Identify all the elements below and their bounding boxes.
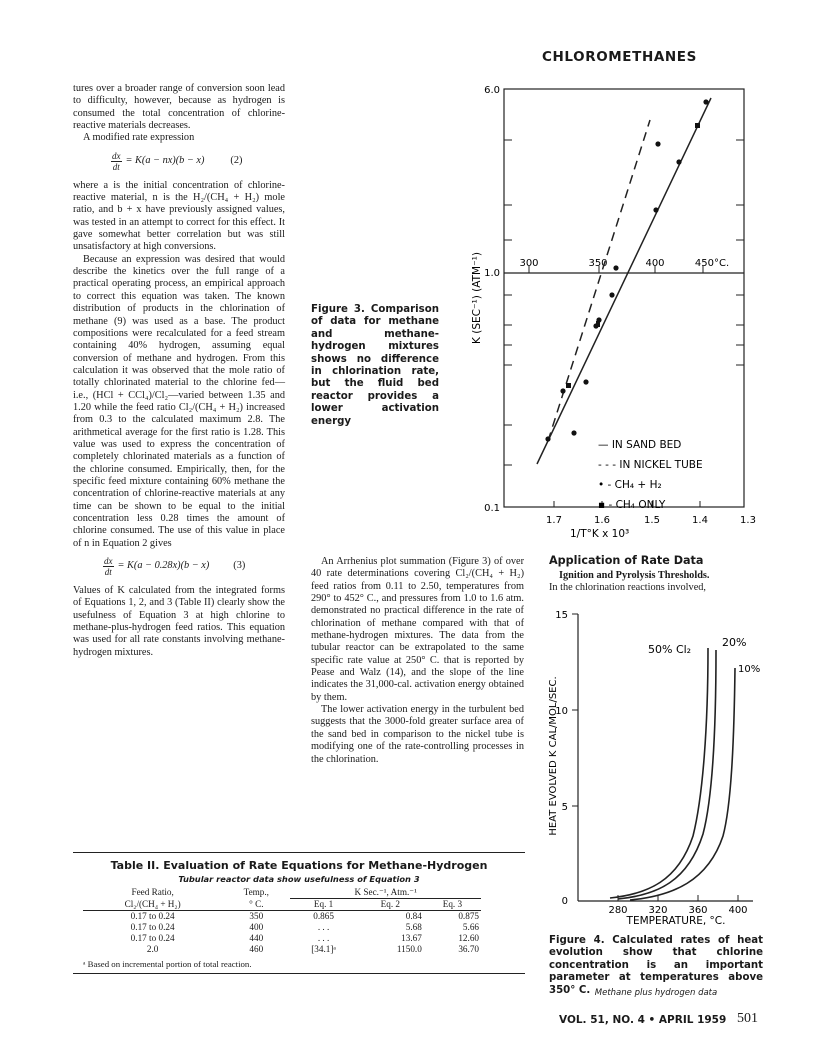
legend bbox=[598, 439, 703, 511]
curve-10pct bbox=[630, 668, 735, 900]
running-title: CHLOROMETHANES bbox=[542, 49, 697, 65]
col-head: Eq. 3 bbox=[424, 899, 481, 911]
y-axis-title: HEAT EVOLVED K CAL/MOL/SEC. bbox=[548, 676, 559, 836]
x-tick-label: 400 bbox=[728, 905, 748, 916]
col-head: Eq. 1 bbox=[290, 899, 357, 911]
data-point bbox=[571, 430, 576, 435]
col-head: Temp., bbox=[243, 887, 269, 898]
y-tick-label: 0.1 bbox=[484, 503, 500, 514]
y-tick-label: 0 bbox=[561, 896, 568, 907]
page-number: 501 bbox=[737, 1011, 758, 1026]
data-point bbox=[676, 159, 681, 164]
paragraph: Values of K calculated from the integrated forms of Equations 1, 2, and 3 (Table II) clearly show the usefulness of Equation 3 at high chlorine to methane-plus-hydrogen feed ratios. This equation was used for all rate constants involving methane-hydrogen mixtures. bbox=[73, 585, 285, 658]
table-row: 2.0 460 [34.1]ᵃ 1150.0 36.70 bbox=[146, 944, 479, 954]
figure-4-subcaption: Methane plus hydrogen data bbox=[594, 988, 718, 998]
y-axis-title: K (SEC⁻¹) (ATM⁻¹) bbox=[471, 252, 483, 344]
y-tick-label: 6.0 bbox=[484, 85, 500, 96]
x-tick-label: 280 bbox=[608, 905, 628, 916]
data-point bbox=[545, 436, 550, 441]
figure-3-chart bbox=[462, 80, 762, 540]
issue-info: VOL. 51, NO. 4 • APRIL 1959 bbox=[559, 1014, 727, 1026]
col-head: Cl₂/(CH₄ + H₂) bbox=[124, 898, 181, 909]
table-subtitle: Tubular reactor data show usefulness of Equation 3 bbox=[178, 874, 420, 884]
middle-column bbox=[311, 556, 524, 766]
paragraph: where a is the initial concentration of chlorine-reactive material, n is the H₂/(CH₄ + H₂) mole ratio, and b + x have previously assigned values, was tested in an attempt to correct for this effect. It gave somewhat better correlation but was still unsatisfactory at high conversions. bbox=[73, 179, 285, 253]
table-row: 0.17 to 0.24 440 . . . 13.67 12.60 bbox=[130, 933, 479, 943]
figure-4-chart bbox=[548, 606, 768, 926]
right-column-text bbox=[549, 570, 763, 595]
data-point-square bbox=[566, 383, 571, 388]
x-tick-label: 360 bbox=[688, 905, 708, 916]
table-title: Table II. Evaluation of Rate Equations for Methane-Hydrogen bbox=[110, 859, 488, 872]
temp-tick-label: 450°C. bbox=[694, 258, 730, 269]
data-point-square bbox=[695, 123, 700, 128]
figure-4-caption: Figure 4. Calculated rates of heat evolution show that chlorine concentration is an important parameter at temperatures above 350° C. bbox=[549, 935, 763, 996]
table-2 bbox=[73, 852, 525, 974]
x-tick-label: 1.6 bbox=[594, 515, 610, 526]
paragraph: In the chlorination reactions involved, bbox=[549, 582, 706, 594]
y-tick-label: 1.0 bbox=[484, 268, 500, 279]
left-column bbox=[73, 83, 285, 659]
data-point bbox=[583, 379, 588, 384]
curve-20pct bbox=[618, 650, 716, 899]
legend-entry: • - CH₄ + H₂ bbox=[598, 479, 662, 491]
equation-2: $\frac{dx}{dt}$ = K(a − nx)(b − x) (2) bbox=[112, 150, 243, 172]
data-point bbox=[655, 141, 660, 146]
table-row: 0.17 to 0.24 350 0.865 0.84 0.875 bbox=[130, 911, 479, 921]
paragraph: The lower activation energy in the turbulent bed suggests that the 3000-fold greater surface area of the sand bed in comparison to the nickel tube is modifying one of the rate-controlling processes in the chlorination. bbox=[311, 704, 524, 765]
x-tick-label: 1.4 bbox=[692, 515, 708, 526]
section-heading: Application of Rate Data bbox=[549, 554, 704, 567]
data-point-square bbox=[596, 321, 600, 327]
y-tick-label: 15 bbox=[555, 610, 568, 621]
data-point bbox=[613, 265, 618, 270]
x-axis-title: TEMPERATURE, °C. bbox=[626, 915, 726, 926]
legend-entry: ▪ - CH₄ ONLY bbox=[598, 499, 666, 511]
paragraph: tures over a broader range of conversion soon lead to difficulty, however, because as hydrogen is consumed the total concentration of chlorine-reactive materials decreases. bbox=[73, 83, 285, 132]
x-tick-label: 1.3 bbox=[740, 515, 756, 526]
paragraph: Because an expression was desired that would describe the kinetics over the full range of a practical operating process, an empirical approach to correct this equation was taken. The known distribution of products in the chlorination of methane (9) was used as a base. The product compositions were recalculated for a feed stream containing 40% hydrogen, assuming equal conversion of methane and hydrogen. From this calculation it was observed that the mole ratio of totally chlorinated material to the chlorine fed—i.e., (HCl + CCl₄)/Cl₂—varied between 1.35 and 1.20 while the feed ratio Cl₂/(CH₄ + H₂) increased from 0.3 to the calculated maximum 2.8. The arithmetical average for the first ratio is 1.28. This value was used to express the concentration of completely chlorinated materials as a function of the chlorine consumed. Empirically, then, for the specific feed mixture containing 60% methane the concentration of chlorine-reactive materials at any time can be shown to be equal to the initial concentration less 0.28 times the amount of chlorine consumed. The use of this value in place of n in Equation 2 gives bbox=[73, 253, 285, 549]
x-axis-title: 1/T°K x 10³ bbox=[570, 528, 630, 540]
col-head: Eq. 2 bbox=[357, 899, 424, 911]
y-tick-label: 5 bbox=[561, 802, 568, 813]
table-row: 0.17 to 0.24 400 . . . 5.68 5.66 bbox=[130, 922, 479, 932]
y-tick-label: 10 bbox=[555, 706, 568, 717]
paragraph: A modified rate expression bbox=[83, 132, 195, 144]
sand-bed-line bbox=[537, 98, 711, 464]
x-tick-label: 320 bbox=[648, 905, 668, 916]
paragraph: An Arrhenius plot summation (Figure 3) of over 40 rate determinations covering Cl₂/(CH₄ + H₂) feed ratios from 0.11 to 2.50, temperatures from 290° to 452° C., and pressures from 1.0 to 1.6 atm. demonstrated no practical difference in the rate of chlorination of methane compared with that of methane-hydrogen mixtures. The data from the tubular reactor can be extrapolated to the same specific rate value at 250° C. that is reported by Pease and Walz (14), and the slope of the line indicates the 31,000-cal. activation energy obtained by them. bbox=[311, 556, 524, 703]
temp-tick-label: 350 bbox=[588, 258, 608, 269]
temp-tick-label: 400 bbox=[645, 258, 665, 269]
table-rule bbox=[73, 973, 525, 974]
curve-50pct bbox=[610, 648, 708, 898]
legend-entry: - - - IN NICKEL TUBE bbox=[598, 459, 703, 471]
curve-label: 10% bbox=[738, 664, 761, 675]
x-tick-label: 1.7 bbox=[546, 515, 562, 526]
col-head: Feed Ratio, bbox=[131, 887, 174, 898]
figure-3-caption: Figure 3. Comparison of data for methane and methane-hydrogen mixtures shows no difference in chlorination rate, but the fluid bed reactor provides a lower activation energy bbox=[311, 304, 439, 427]
data-point bbox=[703, 99, 708, 104]
data-point bbox=[560, 388, 565, 393]
table-rule bbox=[73, 852, 525, 853]
subheading: Ignition and Pyrolysis Thresholds. bbox=[559, 570, 710, 581]
x-tick-label: 1.5 bbox=[644, 515, 660, 526]
curve-label: 20% bbox=[722, 636, 747, 649]
equation-3: $\frac{dx}{dt}$ = K(a − 0.28x)(b − x) (3) bbox=[104, 556, 246, 578]
table-body bbox=[83, 887, 481, 955]
legend-entry: — IN SAND BED bbox=[598, 439, 682, 451]
table-footnote: ᵃ Based on incremental portion of total reaction. bbox=[83, 959, 252, 969]
curve-label: 50% Cl₂ bbox=[648, 643, 692, 656]
col-head: ° C. bbox=[249, 898, 264, 909]
data-point bbox=[609, 292, 614, 297]
data-point bbox=[653, 207, 658, 212]
k-head: K Sec.⁻¹, Atm.⁻¹ bbox=[354, 887, 417, 897]
temp-tick-label: 300 bbox=[519, 258, 539, 269]
